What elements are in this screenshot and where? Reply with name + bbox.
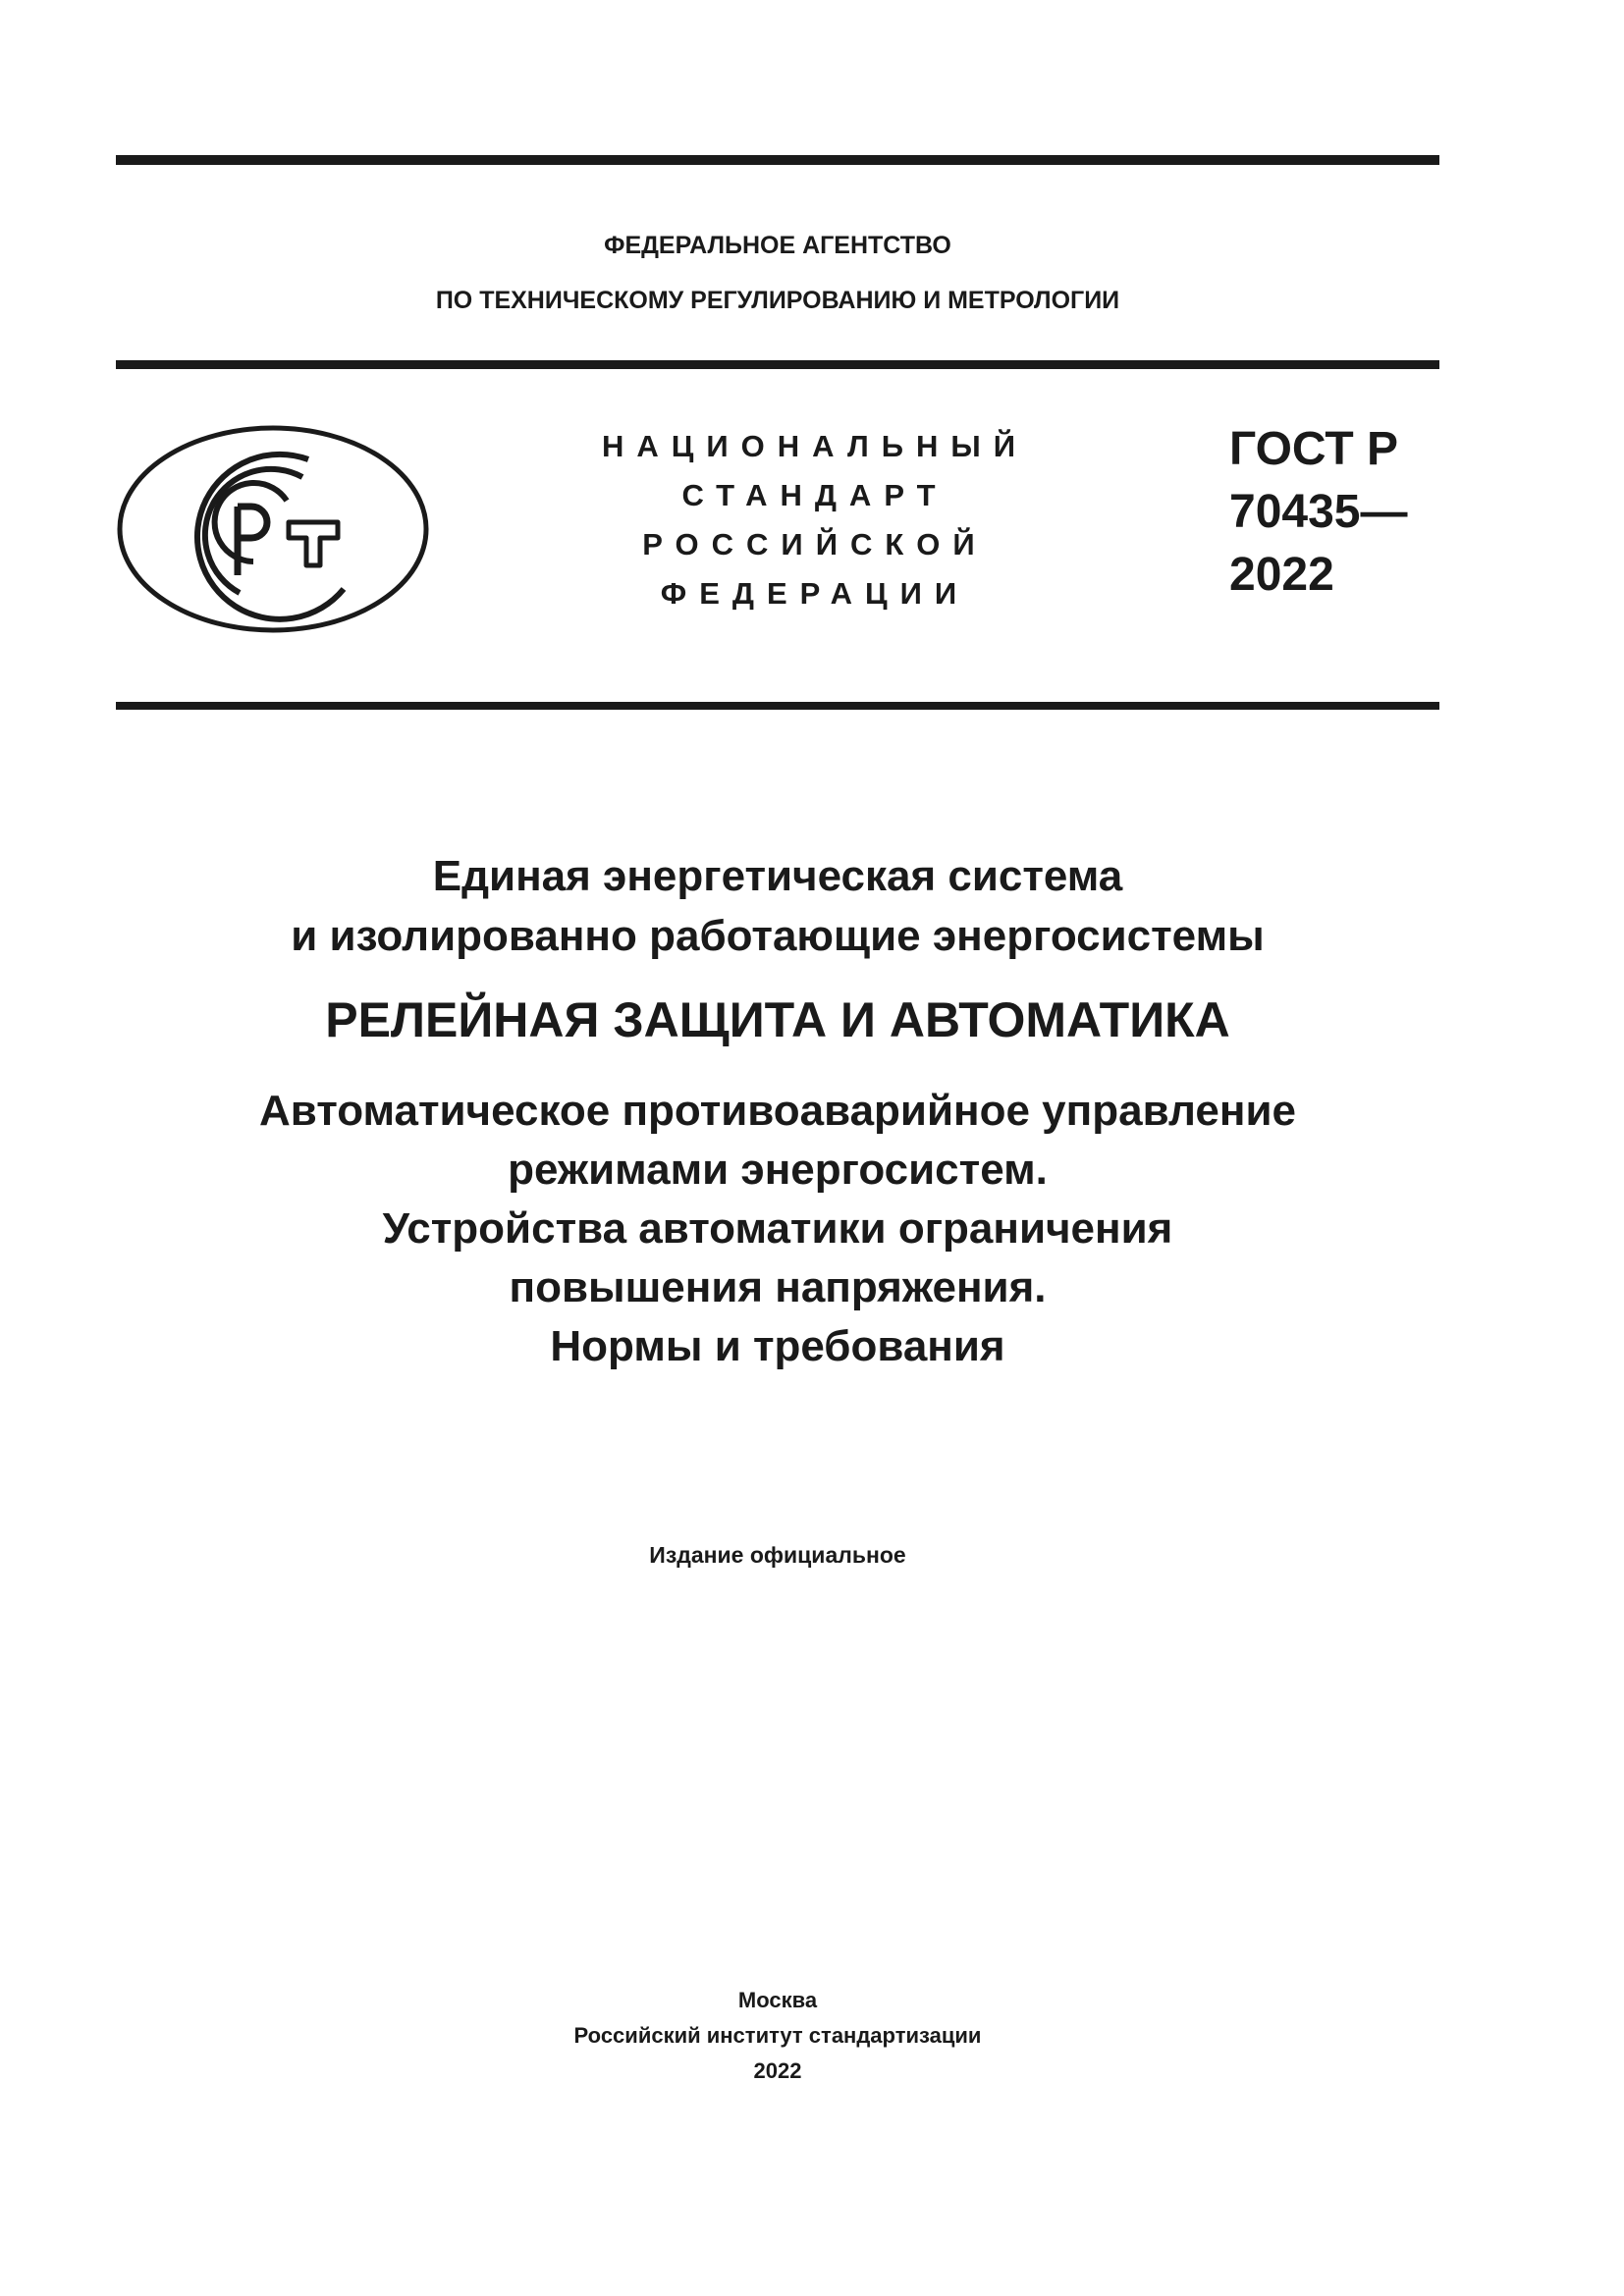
publisher-imprint [116,1983,1439,2089]
top-rule [116,155,1439,165]
title-part-3-line: повышения напряжения. [509,1263,1047,1311]
agency-line-1: ФЕДЕРАЛЬНОЕ АГЕНТСТВО [604,232,951,259]
document-title [116,846,1439,1376]
header-rule [116,360,1439,369]
title-part-2-line: РЕЛЕЙНАЯ ЗАЩИТА И АВТОМАТИКА [325,992,1230,1047]
standard-designation-line-1: ГОСТ Р [1229,423,1399,475]
title-part-3-line: Нормы и требования [550,1322,1005,1370]
title-part-3-line: Устройства автоматики ограничения [382,1204,1173,1253]
imprint-publisher: Российский институт стандартизации [573,2023,982,2048]
masthead-bottom-rule [116,702,1439,710]
national-line-3: РОССИЙСКОЙ [642,527,988,561]
national-standard-label [589,422,1041,618]
national-line-1: НАЦИОНАЛЬНЫЙ [601,429,1029,463]
title-part-3 [116,1082,1439,1376]
title-part-1-line: и изолированно работающие энергосистемы [291,912,1265,960]
imprint-year: 2022 [753,2058,802,2083]
standard-designation-line-2: 70435— [1229,486,1408,538]
title-part-3-line: Автоматическое противоаварийное управление [259,1087,1296,1135]
edition-note: Издание официальное [649,1542,906,1568]
agency-header [116,218,1439,328]
imprint-city: Москва [737,1988,818,2012]
title-part-1 [116,846,1439,966]
title-part-1-line: Единая энергетическая система [432,852,1123,900]
title-part-2 [116,989,1439,1050]
rst-certification-mark-icon [116,420,430,638]
national-line-4: ФЕДЕРАЦИИ [660,576,970,611]
title-part-3-line: режимами энергосистем. [508,1146,1048,1194]
national-line-2: СТАНДАРТ [681,478,948,512]
standard-designation-line-3: 2022 [1229,549,1334,601]
agency-line-2: ПО ТЕХНИЧЕСКОМУ РЕГУЛИРОВАНИЮ И МЕТРОЛОГИИ [435,287,1120,314]
standard-designation [1229,418,1407,607]
